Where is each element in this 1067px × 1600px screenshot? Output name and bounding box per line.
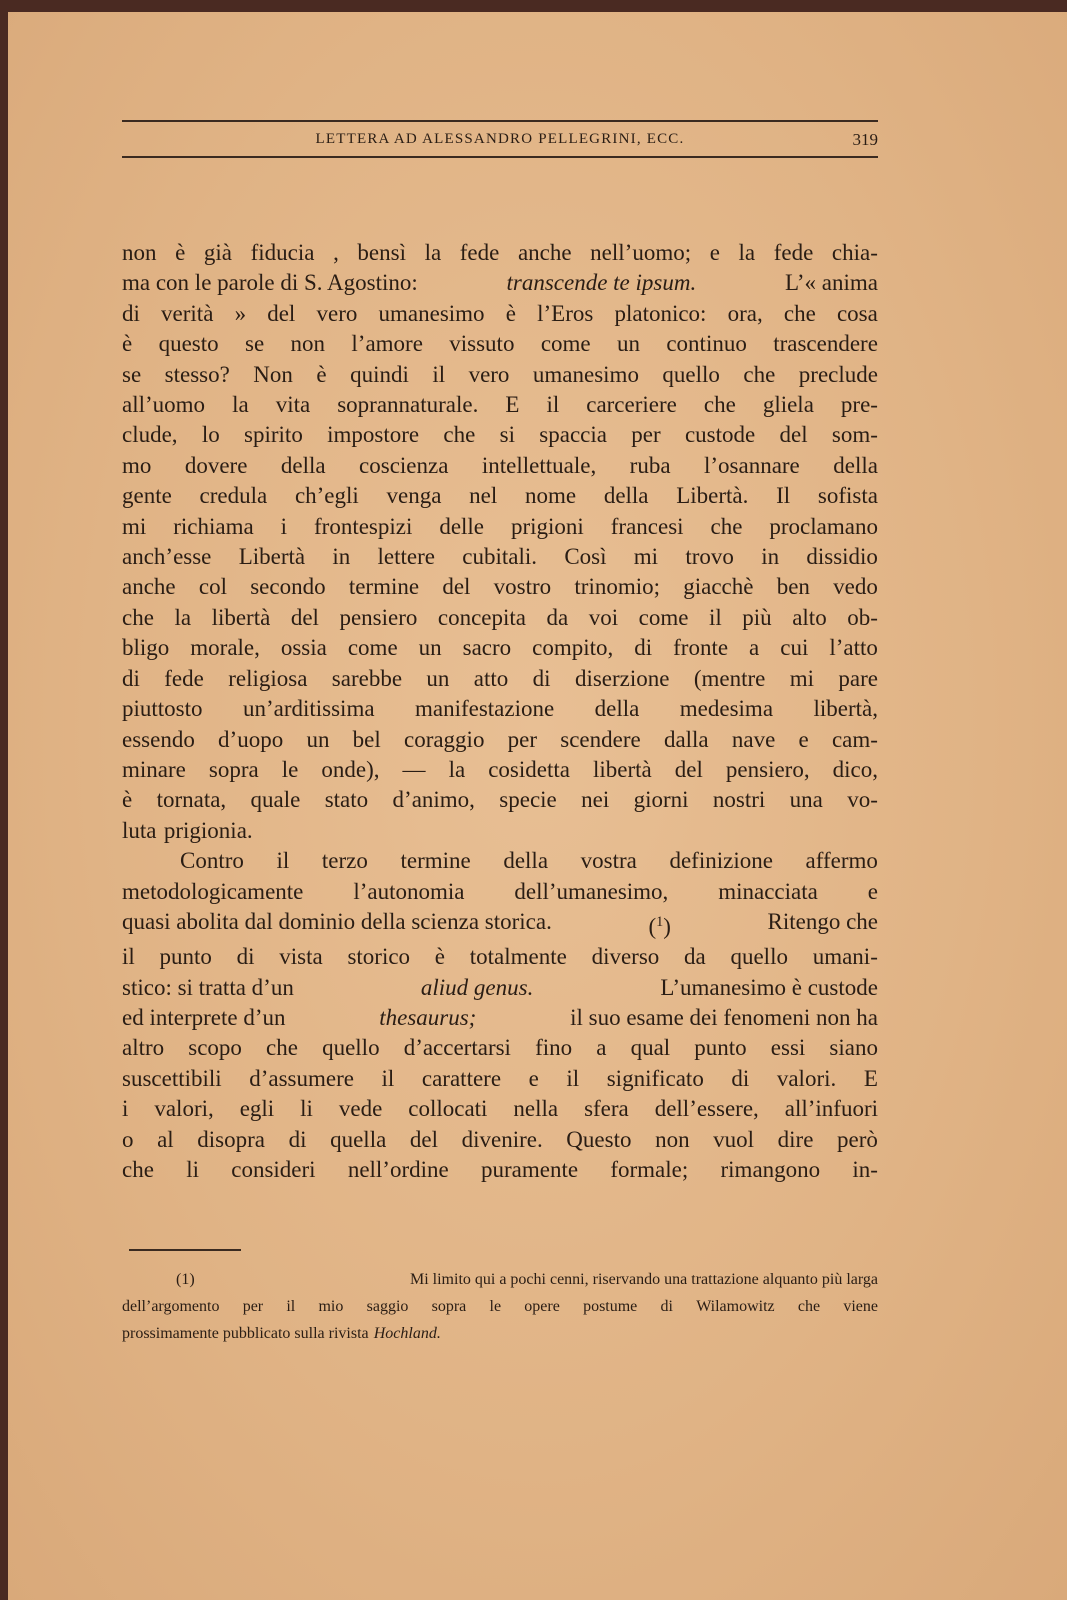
footnote-separator bbox=[129, 1249, 241, 1251]
text-line: bligo morale, ossia come un sacro compito, di fronte a cui l’atto bbox=[122, 635, 878, 661]
text-line: altro scopo che quello d’accertarsi fino a qual punto essi siano bbox=[122, 1035, 878, 1061]
text-line: metodologicamente l’autonomia dell’umanesimo, minacciata e bbox=[122, 878, 878, 904]
text-line: è questo se non l’amore vissuto come un continuo trascendere bbox=[122, 331, 878, 357]
text-line: i valori, egli li vede collocati nella sfera dell’essere, all’infuori bbox=[122, 1096, 878, 1122]
text-line: di verità » del vero umanesimo è l’Eros platonico: ora, che cosa bbox=[122, 300, 878, 326]
footnote-reference: ($^1$) bbox=[648, 913, 671, 939]
footnote-line: (1) Mi limito qui a pochi cenni, riservando una trattazione alquanto più larga bbox=[122, 1266, 878, 1293]
text-line: ma con le parole di S. Agostino: transcende te ipsum. L’« anima bbox=[122, 268, 878, 298]
text-line: mi richiama i frontespizi delle prigioni francesi che proclamano bbox=[122, 513, 878, 539]
text-line: all’uomo la vita soprannaturale. E il carceriere che gliela pre- bbox=[122, 392, 878, 418]
page-number: 319 bbox=[852, 130, 878, 149]
text-line: stico: si tratta d’un aliud genus. L’umanesimo è custode bbox=[122, 973, 878, 1003]
text-line: clude, lo spirito impostore che si spaccia per custode del som- bbox=[122, 422, 878, 448]
text-line: anche col secondo termine del vostro trinomio; giacchè ben vedo bbox=[122, 574, 878, 600]
text-line: Contro il terzo termine della vostra definizione affermo bbox=[180, 848, 878, 874]
main-text bbox=[122, 238, 878, 1185]
text-line: gente credula ch’egli venga nel nome della Libertà. Il sofista bbox=[122, 483, 878, 509]
text-line: mo dovere della coscienza intellettuale, ruba l’osannare della bbox=[122, 452, 878, 478]
text-line: che la libertà del pensiero concepita da voi come il più alto ob- bbox=[122, 604, 878, 630]
running-header bbox=[122, 120, 878, 158]
text-line: essendo d’uopo un bel coraggio per scendere dalla nave e cam- bbox=[122, 726, 878, 752]
text-line: suscettibili d’assumere il carattere e il significato di valori. E bbox=[122, 1065, 878, 1091]
text-line: che li consideri nell’ordine puramente formale; rimangono in- bbox=[122, 1157, 878, 1183]
text-line: ed interprete d’un thesaurus; il suo esame dei fenomeni non ha bbox=[122, 1003, 878, 1033]
italic-phrase: transcende te ipsum. bbox=[506, 270, 697, 296]
text-line: piuttosto un’arditissima manifestazione della medesima libertà, bbox=[122, 696, 878, 722]
footnote-line: prossimamente pubblicato sulla rivista Hochland. bbox=[122, 1320, 878, 1347]
journal-name: Hochland. bbox=[373, 1325, 441, 1342]
text-line: se stesso? Non è quindi il vero umanesimo quello che preclude bbox=[122, 361, 878, 387]
text-line: quasi abolita dal dominio della scienza storica. ($^1$) Ritengo che bbox=[122, 907, 878, 942]
text-line: non è già fiducia , bensì la fede anche nell’uomo; e la fede chia- bbox=[122, 240, 878, 265]
footnote-marker: (1) bbox=[176, 1271, 195, 1288]
footnote-line: dell’argomento per il mio saggio sopra le opere postume di Wilamowitz che viene bbox=[122, 1298, 878, 1315]
text-line: è tornata, quale stato d’animo, specie nei giorni nostri una vo- bbox=[122, 787, 878, 813]
book-page bbox=[8, 12, 1067, 1600]
italic-phrase: aliud genus. bbox=[420, 974, 534, 1000]
text-line: luta prigionia. bbox=[122, 817, 253, 843]
text-line: anch’esse Libertà in lettere cubitali. Così mi trovo in dissidio bbox=[122, 544, 878, 570]
footnote bbox=[122, 1266, 878, 1347]
italic-phrase: thesaurus; bbox=[379, 1004, 477, 1030]
text-line: minare sopra le onde), — la cosidetta libertà del pensiero, dico, bbox=[122, 756, 878, 782]
running-title: LETTERA AD ALESSANDRO PELLEGRINI, ECC. bbox=[315, 131, 685, 147]
text-line: o al disopra di quella del divenire. Questo non vuol dire però bbox=[122, 1126, 878, 1152]
text-line: di fede religiosa sarebbe un atto di diserzione (mentre mi pare bbox=[122, 665, 878, 691]
header-bottom-rule bbox=[122, 156, 878, 158]
text-line: il punto di vista storico è totalmente diverso da quello umani- bbox=[122, 944, 878, 970]
